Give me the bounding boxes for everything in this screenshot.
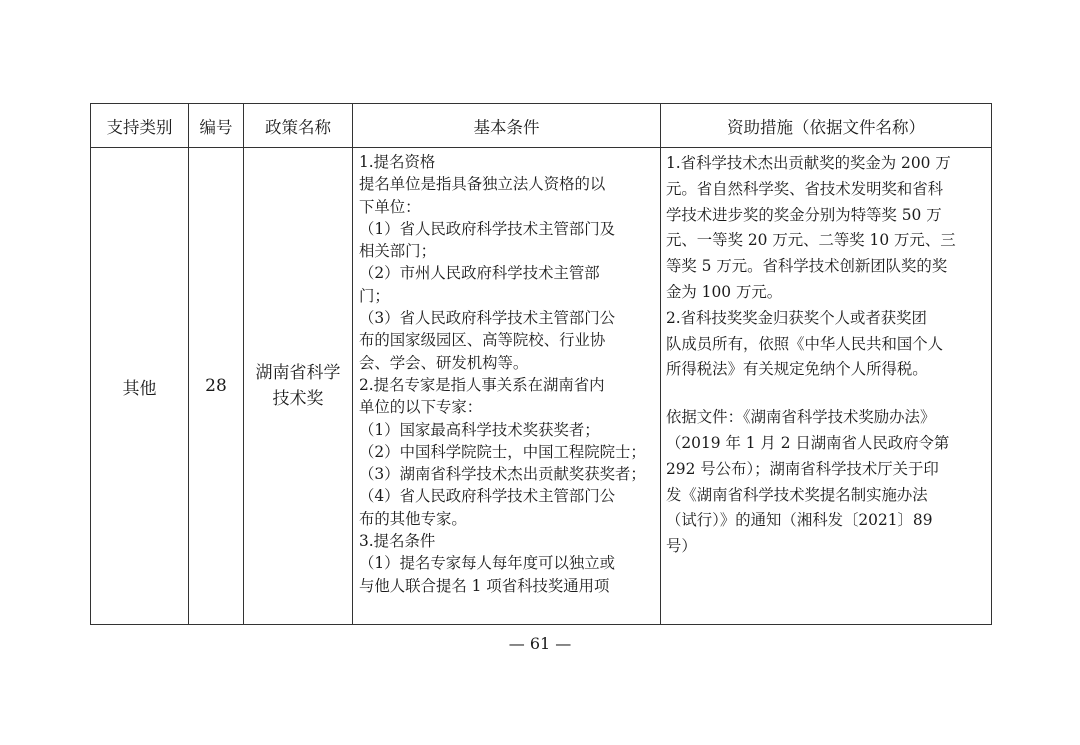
header-policy-name: 政策名称: [244, 104, 353, 148]
aid-line: 元。省自然科学奖、省技术发明奖和省科: [666, 179, 944, 198]
aid-line: 等奖 5 万元。省科学技术创新团队奖的奖: [666, 257, 948, 276]
condition-line: （2）市州人民政府科学技术主管部: [359, 264, 600, 283]
aid-line: 元、一等奖 20 万元、二等奖 10 万元、三: [666, 231, 956, 250]
aid-line: 所得税法》有关规定免纳个人所得税。: [666, 360, 928, 379]
page-number: — 61 —: [508, 634, 572, 653]
condition-line: （1）国家最高科学技术奖获奖者；: [359, 420, 600, 439]
conditions-cell: [353, 148, 661, 625]
condition-line: 2.提名专家是指人事关系在湖南省内: [359, 375, 605, 394]
aid-measures-cell: [661, 148, 992, 625]
policy-name-line: 技术奖: [272, 389, 324, 409]
policy-name-cell: [244, 148, 353, 625]
condition-line: （3）省人民政府科学技术主管部门公: [359, 309, 616, 328]
aid-line: 队成员所有，依照《中华人民共和国个人: [666, 334, 944, 353]
condition-line: （3）湖南省科学技术杰出贡献奖获奖者；: [359, 465, 646, 484]
basis-line: （试行）》的通知（湘科发〔2021〕89: [666, 511, 933, 530]
condition-line: （2）中国科学院院士，中国工程院院士；: [359, 442, 646, 461]
policy-name-line: 湖南省科学: [255, 363, 341, 383]
basis-line: 发《湖南省科学技术奖提名制实施办法: [666, 485, 928, 504]
table-row: [91, 148, 992, 625]
policy-table: [90, 103, 992, 625]
condition-line: 1.提名资格: [359, 153, 436, 171]
aid-line: 学技术进步奖的奖金分别为特等奖 50 万: [666, 205, 942, 224]
header-number: 编号: [189, 104, 244, 148]
condition-line: 下单位：: [359, 197, 421, 216]
aid-line: 2.省科技奖奖金归获奖个人或者获奖团: [666, 308, 927, 327]
header-conditions: 基本条件: [353, 104, 661, 148]
aid-line: 1.省科学技术杰出贡献奖的奖金为 200 万: [666, 154, 951, 172]
header-category: 支持类别: [91, 104, 189, 148]
table-header-row: [91, 104, 992, 148]
condition-line: 布的国家级园区、高等院校、行业协: [359, 331, 606, 350]
aid-line: 金为 100 万元。: [666, 282, 783, 301]
basis-line: 号）: [666, 537, 697, 556]
basis-line: 292 号公布）；湖南省科学技术厅关于印: [666, 459, 939, 478]
condition-line: 相关部门；: [359, 242, 436, 261]
condition-line: （4）省人民政府科学技术主管部门公: [359, 487, 616, 506]
condition-line: 提名单位是指具备独立法人资格的以: [359, 175, 606, 194]
header-aid-measures: 资助措施（依据文件名称）: [661, 104, 992, 148]
paragraph-gap: [666, 383, 987, 405]
number-cell: 28: [189, 148, 244, 625]
condition-line: 3.提名条件: [359, 532, 436, 551]
condition-line: 布的其他专家。: [359, 509, 467, 528]
basis-line: 依据文件：《湖南省科学技术奖励办法》: [666, 408, 936, 427]
basis-line: （2019 年 1 月 2 日湖南省人民政府令第: [666, 433, 950, 452]
condition-line: （1）提名专家每人每年度可以独立或: [359, 554, 616, 573]
condition-line: 门；: [359, 286, 390, 305]
condition-line: （1）省人民政府科学技术主管部门及: [359, 219, 616, 238]
condition-line: 与他人联合提名 1 项省科技奖通用项: [359, 576, 610, 595]
category-cell: 其他: [91, 148, 189, 625]
condition-line: 单位的以下专家：: [359, 398, 483, 417]
condition-line: 会、学会、研发机构等。: [359, 353, 529, 372]
